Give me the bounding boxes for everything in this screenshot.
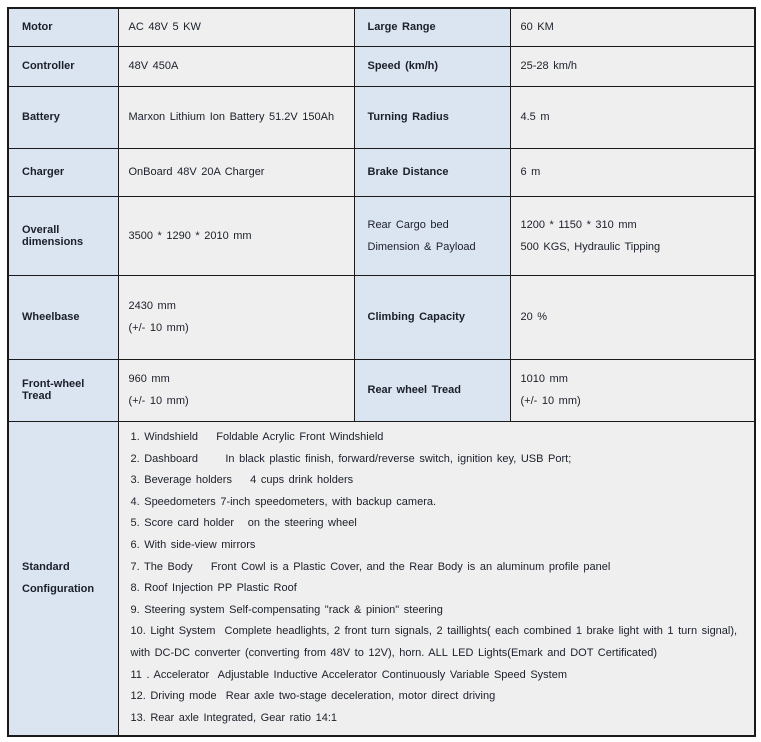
table-row-charger xyxy=(8,148,755,196)
value-line: (+/- 10 mm) xyxy=(128,395,189,407)
label-line: Rear Cargo bed xyxy=(367,218,449,231)
table-row-standard-configuration xyxy=(8,421,755,736)
label-controller: Controller xyxy=(8,46,118,86)
config-item-8: 8. Roof Injection PP Plastic Roof xyxy=(130,582,297,595)
config-item-9: 9. Steering system Self-compensating "rack & pinion" steering xyxy=(130,603,443,616)
config-item-6: 6. With side-view mirrors xyxy=(130,539,256,552)
label-battery: Battery xyxy=(8,86,118,148)
config-item-10: 10. Light System Complete headlights, 2 front turn signals, 2 taillights( each combined 1 brake light with 1 turn signal), with DC-DC converter (converting from 48V to 12V), horn. ALL LED Lights(Emark and DOT Certificated) xyxy=(130,625,742,660)
label-brake-distance: Brake Distance xyxy=(354,148,510,196)
label-line: Standard xyxy=(22,561,70,574)
value-wheelbase xyxy=(118,275,354,359)
standard-configuration-list xyxy=(118,421,755,736)
value-rear-cargo-bed xyxy=(510,196,755,275)
label-rear-cargo-bed xyxy=(354,196,510,275)
value-line: (+/- 10 mm) xyxy=(128,322,189,334)
label-rear-wheel-tread: Rear wheel Tread xyxy=(354,359,510,421)
label-charger: Charger xyxy=(8,148,118,196)
table-row-overall-dimensions xyxy=(8,196,755,275)
value-line: (+/- 10 mm) xyxy=(520,395,581,407)
value-turning-radius: 4.5 m xyxy=(510,86,755,148)
spec-table xyxy=(7,7,756,737)
config-item-4: 4. Speedometers 7-inch speedometers, with backup camera. xyxy=(130,495,437,508)
value-motor: AC 48V 5 KW xyxy=(118,8,354,46)
value-brake-distance: 6 m xyxy=(510,148,755,196)
label-overall-dimensions: Overall dimensions xyxy=(8,196,118,275)
value-climbing-capacity: 20 % xyxy=(510,275,755,359)
config-item-12: 12. Driving mode Rear axle two-stage deceleration, motor direct driving xyxy=(130,690,496,703)
value-charger: OnBoard 48V 20A Charger xyxy=(118,148,354,196)
label-climbing-capacity: Climbing Capacity xyxy=(354,275,510,359)
table-row-front-wheel-tread xyxy=(8,359,755,421)
value-line: 960 mm xyxy=(128,373,170,385)
value-large-range: 60 KM xyxy=(510,8,755,46)
config-item-11: 11 . Accelerator Adjustable Inductive Accelerator Continuously Variable Speed System xyxy=(130,668,567,681)
table-row-motor xyxy=(8,8,755,46)
value-line: 500 KGS, Hydraulic Tipping xyxy=(520,240,661,253)
label-wheelbase: Wheelbase xyxy=(8,275,118,359)
value-line: 1010 mm xyxy=(520,373,568,385)
table-row-controller xyxy=(8,46,755,86)
label-speed: Speed (km/h) xyxy=(354,46,510,86)
config-item-5: 5. Score card holder on the steering wheel xyxy=(130,517,357,530)
config-item-2: 2. Dashboard In black plastic finish, forward/reverse switch, ignition key, USB Port; xyxy=(130,452,572,465)
value-front-wheel-tread xyxy=(118,359,354,421)
value-overall-dimensions: 3500 * 1290 * 2010 mm xyxy=(118,196,354,275)
config-item-13: 13. Rear axle Integrated, Gear ratio 14:1 xyxy=(130,711,338,724)
value-speed: 25-28 km/h xyxy=(510,46,755,86)
label-line: Configuration xyxy=(22,583,95,596)
label-motor: Motor xyxy=(8,8,118,46)
value-controller: 48V 450A xyxy=(118,46,354,86)
label-front-wheel-tread: Front-wheel Tread xyxy=(8,359,118,421)
config-item-7: 7. The Body Front Cowl is a Plastic Cover, and the Rear Body is an aluminum profile panel xyxy=(130,560,611,573)
value-rear-wheel-tread xyxy=(510,359,755,421)
config-item-1: 1. Windshield Foldable Acrylic Front Windshield xyxy=(130,431,384,444)
label-turning-radius: Turning Radius xyxy=(354,86,510,148)
value-battery: Marxon Lithium Ion Battery 51.2V 150Ah xyxy=(118,86,354,148)
config-item-3: 3. Beverage holders 4 cups drink holders xyxy=(130,474,354,487)
value-line: 2430 mm xyxy=(128,300,176,312)
label-line: Dimension & Payload xyxy=(367,240,476,253)
table-row-battery xyxy=(8,86,755,148)
table-row-wheelbase xyxy=(8,275,755,359)
value-line: 1200 * 1150 * 310 mm xyxy=(520,218,637,231)
label-large-range: Large Range xyxy=(354,8,510,46)
label-standard-configuration xyxy=(8,421,118,736)
